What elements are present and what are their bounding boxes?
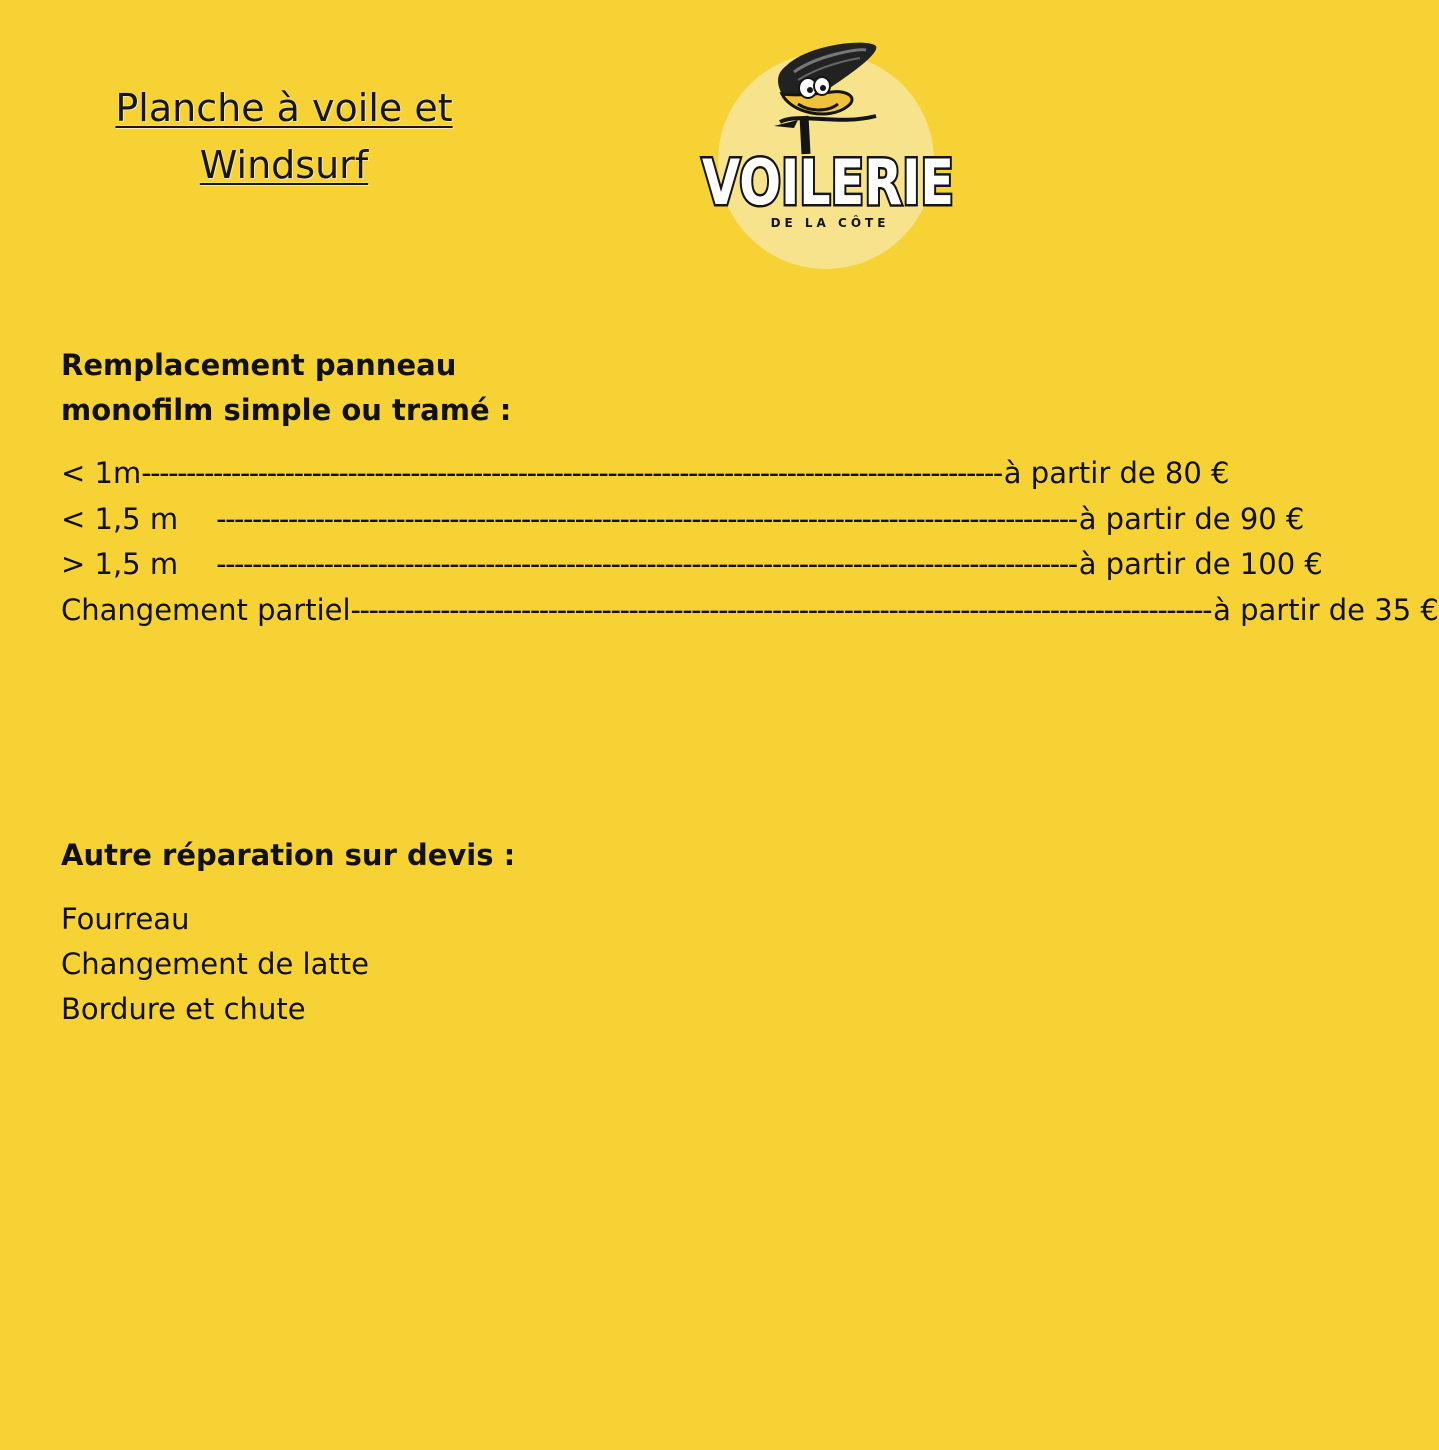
- list-item: Bordure et chute: [61, 992, 306, 1026]
- dotted-leader: ------------------------------------------------------------------------------------------------: [216, 501, 1077, 536]
- price-row: [61, 588, 1439, 634]
- page-title-line1: Planche à voile et: [115, 86, 453, 130]
- price-list: [61, 451, 1439, 633]
- page-title: [100, 80, 468, 194]
- dotted-leader: ------------------------------------------------------------------------------------------------: [350, 592, 1212, 627]
- voilerie-logo: [698, 36, 960, 272]
- other-repairs-heading: Autre réparation sur devis :: [61, 838, 516, 872]
- list-item: Changement de latte: [61, 947, 369, 981]
- list-item: Fourreau: [61, 902, 190, 936]
- price-row: [61, 451, 1230, 497]
- price-row-label: Changement partiel: [61, 592, 351, 627]
- panel-replacement-heading: [61, 343, 511, 433]
- price-row-label: < 1,5 m: [61, 501, 179, 536]
- logo-tagline: DE LA CÔTE: [770, 216, 890, 230]
- price-row-value: à partir de 90 €: [1078, 501, 1305, 536]
- dotted-leader: ------------------------------------------------------------------------------------------------: [216, 547, 1077, 581]
- panel-replacement-heading-line2: monofilm simple ou tramé :: [61, 393, 512, 427]
- logo-word: VOILERIE: [702, 146, 954, 219]
- price-row: [61, 542, 1323, 588]
- price-row-label: < 1m: [61, 456, 142, 490]
- panel-replacement-heading-line1: Remplacement panneau: [61, 348, 457, 382]
- other-repairs-list: [61, 897, 369, 1032]
- price-row: [61, 497, 1305, 543]
- dotted-leader: ------------------------------------------------------------------------------------------------: [141, 456, 1002, 490]
- price-row-value: à partir de 35 €: [1213, 592, 1439, 627]
- price-row-label: > 1,5 m: [61, 547, 179, 581]
- price-row-value: à partir de 100 €: [1078, 547, 1323, 581]
- price-row-value: à partir de 80 €: [1003, 456, 1230, 490]
- page-title-line2: Windsurf: [199, 143, 369, 187]
